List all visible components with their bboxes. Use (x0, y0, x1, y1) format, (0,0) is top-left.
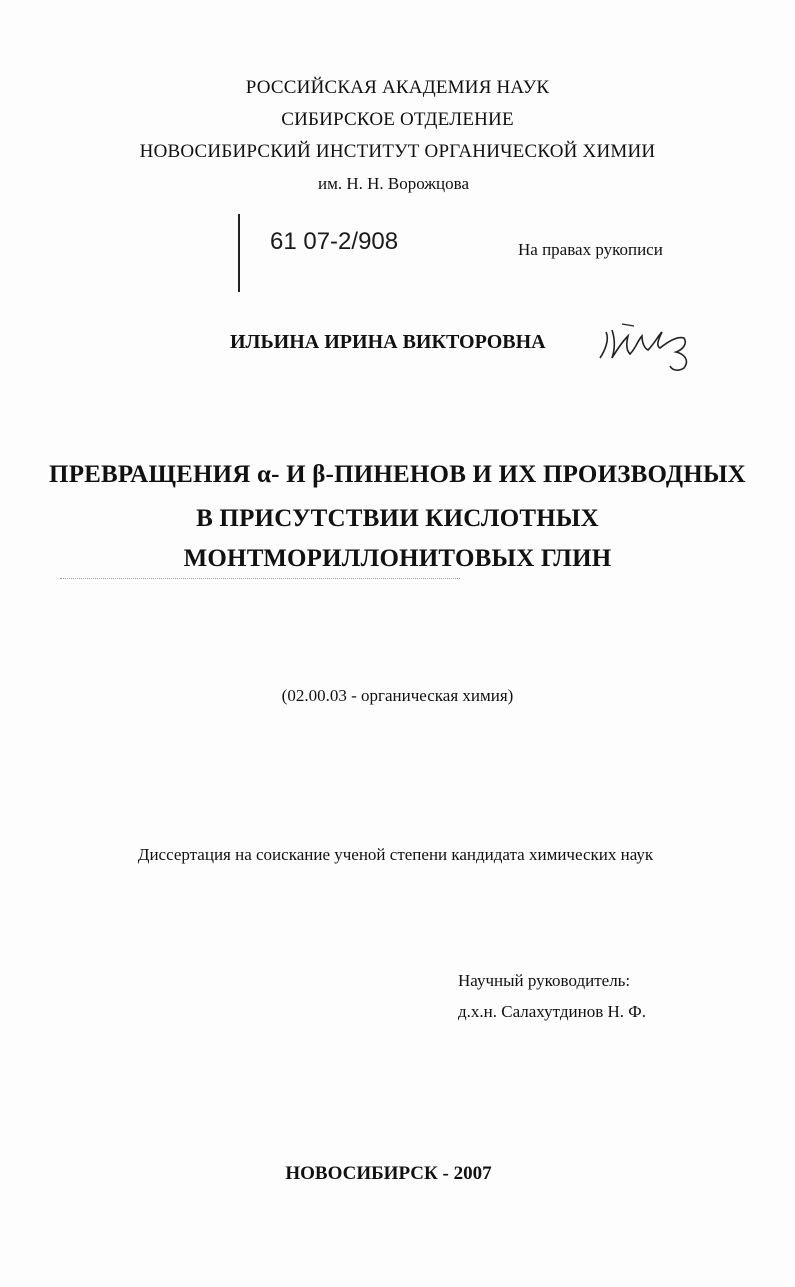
academy-name: РОССИЙСКАЯ АКАДЕМИЯ НАУК (245, 77, 550, 98)
rights-note: На правах рукописи (518, 240, 663, 259)
specialty-code: (02.00.03 - органическая химия) (281, 686, 514, 705)
author-signature (592, 318, 702, 374)
title-line-3: МОНТМОРИЛЛОНИТОВЫХ ГЛИН (183, 545, 612, 572)
catalog-stamp: 61 07-2/908 (270, 228, 399, 255)
title-line-2: В ПРИСУТСТВИИ КИСЛОТНЫХ (196, 505, 599, 532)
author-name: ИЛЬИНА ИРИНА ВИКТОРОВНА (230, 331, 546, 353)
stamp-bar (238, 214, 240, 292)
dissertation-type: Диссертация на соискание ученой степени кандидата химических наук (137, 845, 654, 864)
scan-dots (60, 578, 460, 583)
title-line-1: ПРЕВРАЩЕНИЯ α- И β-ПИНЕНОВ И ИХ ПРОИЗВОДНЫХ (49, 461, 746, 488)
branch-name: СИБИРСКОЕ ОТДЕЛЕНИЕ (281, 109, 514, 130)
supervisor-name: д.х.н. Салахутдинов Н. Ф. (458, 1002, 646, 1021)
supervisor-label: Научный руководитель: (458, 971, 631, 990)
city-year: НОВОСИБИРСК - 2007 (285, 1163, 492, 1184)
institute-named-after: им. Н. Н. Ворожцова (317, 174, 470, 193)
institute-name: НОВОСИБИРСКИЙ ИНСТИТУТ ОРГАНИЧЕСКОЙ ХИМИИ (139, 141, 656, 162)
